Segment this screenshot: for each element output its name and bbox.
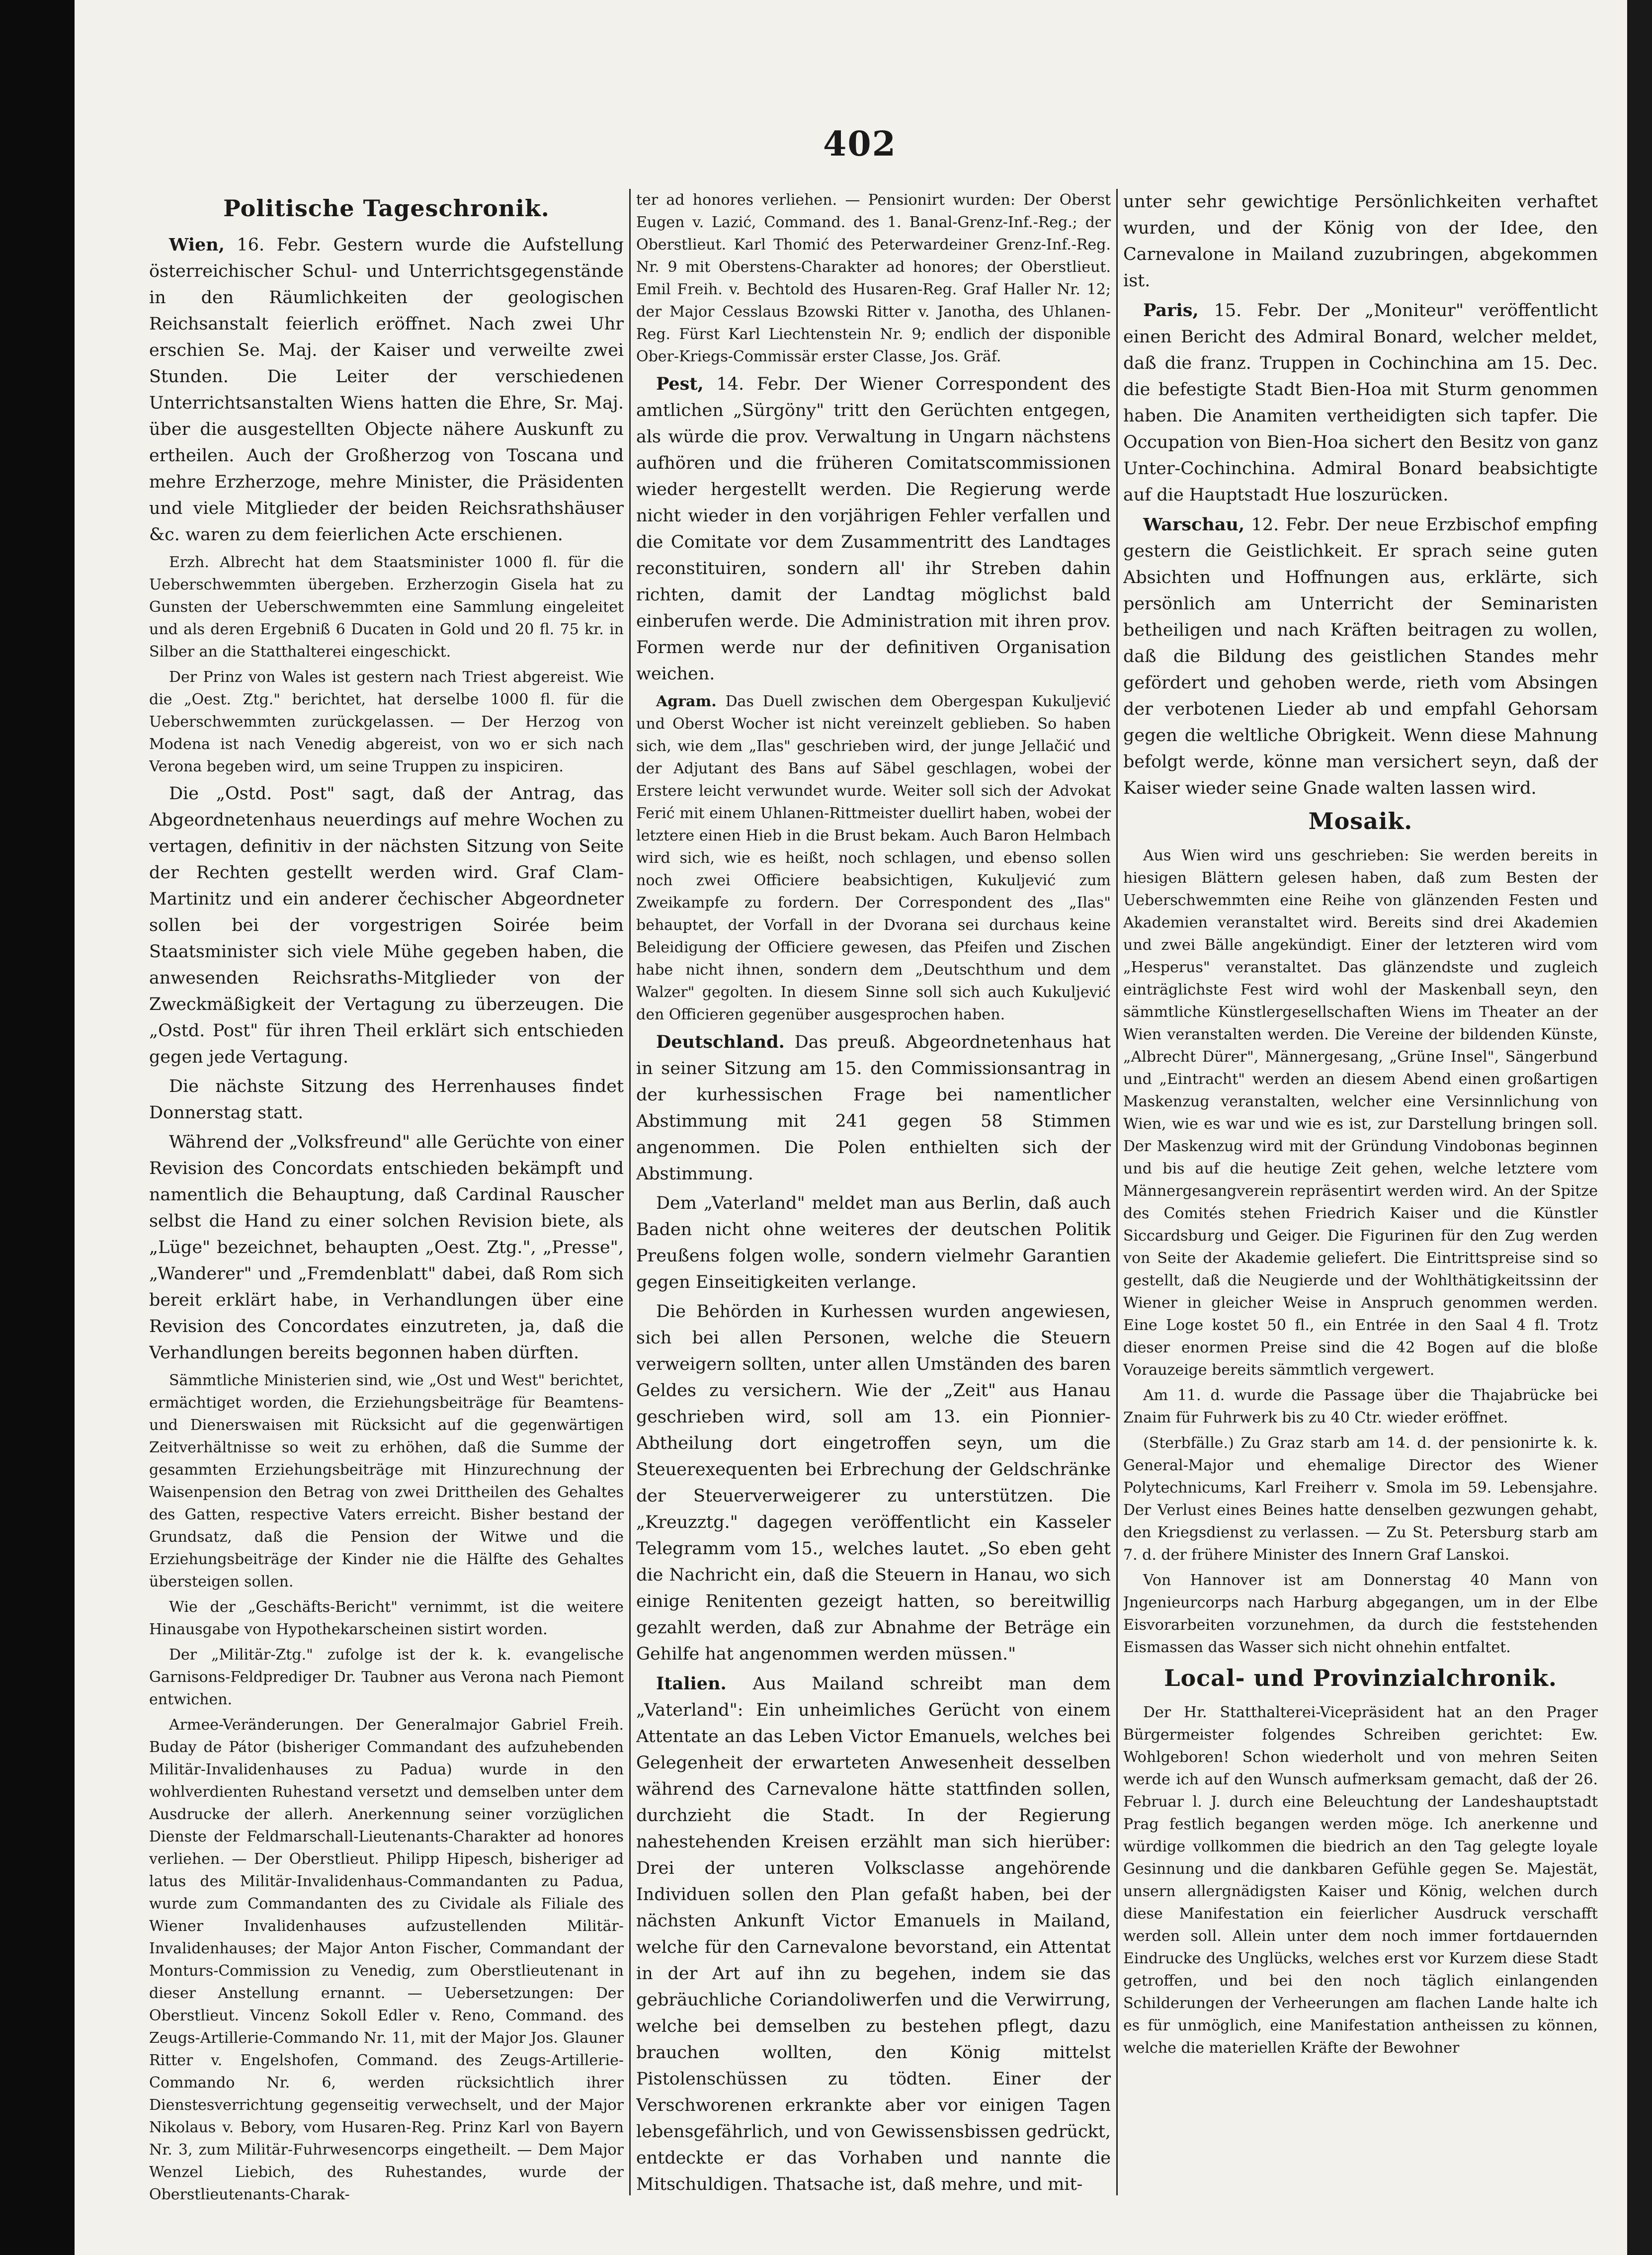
- paragraph: Dem „Vaterland" meldet man aus Berlin, daß auch Baden nicht ohne weiteres der deutschen Politik Preußens folgen wolle, sondern vielmehr Garantien gegen Einseitigkeiten verlange.: [636, 1193, 1111, 1292]
- column-rule-1: [629, 189, 631, 2195]
- paragraph: Armee-Veränderungen. Der Generalmajor Gabriel Freih. Buday de Pátor (bisheriger Commandant des aufzuhebenden Militär-Invalidenhauses zu Padua) wurde in den wohlverdienten Ruhestand versetzt und demselben unter dem Ausdrucke der allerh. Anerkennung seiner vorzüglichen Dienste der Feldmarschall-Lieutenants-Charakter ad honores verliehen. — Der Oberstlieut. Philipp Hipesch, bisheriger ad latus des Militär-Invalidenhaus-Commandanten zu Padua, wurde zum Commandanten des zu Cividale als Filiale des Wiener Invalidenhauses aufzustellenden Militär-Invalidenhauses; der Major Anton Fischer, Commandant der Monturs-Commission zu Venedig, zum Oberstlieutenant in dieser Anstellung ernannt. — Uebersetzungen: Der Oberstlieut. Vincenz Sokoll Edler v. Reno, Command. des Zeugs-Artillerie-Commando Nr. 11, mit der Major Jos. Glauner Ritter v. Engelshofen, Command. des Zeugs-Artillerie-Commando Nr. 6, werden rücksichtlich ihrer Dienstesverrichtung gegenseitig verwechselt, und der Major Nikolaus v. Bebory, vom Husaren-Reg. Prinz Karl von Bayern Nr. 3, zum Militär-Fuhrwesencorps eingetheilt. — Dem Major Wenzel Liebich, des Ruhestandes, wurde der Oberstlieutenants-Charak-: [149, 1716, 624, 2203]
- scan-border-right: [1627, 0, 1652, 2255]
- paragraph: [1123, 297, 1598, 508]
- paragraph: [636, 690, 1111, 1026]
- paragraph: ter ad honores verliehen. — Pensionirt wurden: Der Oberst Eugen v. Lazić, Command. des 1. Banal-Grenz-Inf.-Reg.; der Oberstlieut. Karl Thomić des Peterwardeiner Grenz-Inf.-Reg. Nr. 9 mit Oberstens-Charakter ad honores; der Oberstlieut. Emil Freih. v. Bechtold des Husaren-Reg. Graf Haller Nr. 12; der Major Cesslaus Bzowski Ritter v. Janotha, des Uhlanen-Reg. Fürst Karl Liechtenstein Nr. 9; endlich der disponible Ober-Kriegs-Commissär erster Classe, Jos. Gräf.: [636, 191, 1111, 365]
- column-3: [1123, 189, 1598, 2205]
- page-number: 402: [823, 124, 897, 164]
- section-heading-local-chronicle: Local- und Provinzialchronik.: [1164, 1665, 1557, 1691]
- dateline-place: Warschau,: [1143, 514, 1245, 535]
- paragraph: Die nächste Sitzung des Herrenhauses findet Donnerstag statt.: [149, 1077, 624, 1123]
- paragraph-text: Das preuß. Abgeordnetenhaus hat in seiner Sitzung am 15. den Commissionsantrag in der kurhessischen Frage bei namentlicher Abstimmung mit 241 gegen 58 Stimmen angenommen. Die Polen enthielten sich der Abstimmung.: [636, 1032, 1111, 1184]
- paragraph: Die „Ostd. Post" sagt, daß der Antrag, das Abgeordnetenhaus neuerdings auf mehre Wochen zu vertagen, definitiv in der nächsten Sitzung von Seite der Rechten gestellt werden wird. Graf Clam-Martinitz und ein anderer čechischer Abgeordneter sollen bei der vorgestrigen Soirée beim Staatsminister sich viele Mühe gegeben haben, die anwesenden Reichsraths-Mitglieder von der Zweckmäßigkeit der Vertagung zu überzeugen. Die „Ostd. Post" für ihren Theil erklärt sich entschieden gegen jede Vertagung.: [149, 784, 624, 1067]
- paragraph: [1123, 511, 1598, 802]
- paragraph-text: Das Duell zwischen dem Obergespan Kukuljević und Oberst Wocher ist nicht vereinzelt geblieben. So haben sich, wie dem „Ilas" geschrieben wird, der junge Jellačić und der Adjutant des Bans auf Säbel geschlagen, wobei der Erstere leicht verwundet wurde. Weiter soll sich der Advokat Ferić mit einem Uhlanen-Rittmeister duellirt haben, wobei der letztere einen Hieb in die Brust bekam. Auch Baron Helmbach wird sich, wie es heißt, noch schlagen, und ebenso sollen noch zwei Officiere beabsichtigen, Kukuljević zum Zweikampfe zu fordern. Der Correspondent des „Ilas" behauptet, der Vorfall in der Dvorana sei durchaus keine Beleidigung der Officiere gewesen, das Pfeifen und Zischen habe nicht ihnen, sondern dem „Deutschthum und dem Walzer" gegolten. In diesem Sinne soll sich auch Kukuljević den Officieren gegenüber ausgesprochen haben.: [636, 693, 1111, 1023]
- paragraph: Der „Militär-Ztg." zufolge ist der k. k. evangelische Garnisons-Feldprediger Dr. Taubner aus Verona nach Piemont entwichen.: [149, 1646, 624, 1708]
- paragraph: Aus Wien wird uns geschrieben: Sie werden bereits in hiesigen Blättern gelesen haben, daß zum Besten der Ueberschwemmten eine Reihe von glänzenden Festen und Akademien veranstaltet wird. Bereits sind drei Akademien und zwei Bälle angekündigt. Einer der letzteren wird vom „Hesperus" veranstaltet. Das glänzendste und zugleich einträglichste Fest wird wohl der Maskenball seyn, den sämmtliche Künstlergesellschaften Wiens im Theater an der Wien veranstalten werden. Die Vereine der bildenden Künste, „Albrecht Dürer", Männergesang, „Grüne Insel", Sängerbund und „Eintracht" werden an diesem Abend einen großartigen Maskenzug veranstalten, welcher eine Versinnlichung von Wien, wie es war und wie es ist, zur Darstellung bringen soll. Der Maskenzug wird mit der Gründung Vindobonas beginnen und bis auf die heutige Zeit gehen, welche letztere vom Männergesangverein repräsentirt werden wird. An der Spitze des Comités stehen Friedrich Kaiser und die Künstler Siccardsburg und Geiger. Die Figurinen für den Zug werden von Seite der Akademie geliefert. Die Eintrittspreise sind so gestellt, daß die Neugierde und der Wohlthätigkeitssinn der Wiener in gleicher Weise in Anspruch genommen werden. Eine Loge kostet 50 fl., ein Entrée in den Saal 4 fl. Trotz dieser enormen Preise sind die 42 Bogen auf die bloße Vorauzeige bereits sämmtlich vergewert.: [1123, 847, 1598, 1379]
- dateline-place: Paris,: [1143, 300, 1199, 321]
- paragraph-text: 15. Febr. Der „Moniteur" veröffentlicht einen Bericht des Admiral Bonard, welcher meldet, daß die franz. Truppen in Cochinchina am 15. Dec. die befestigte Stadt Bien-Hoa mit Sturm genommen haben. Die Anamiten vertheidigten sich tapfer. Die Occupation von Bien-Hoa sichert den Besitz von ganz Unter-Cochinchina. Admiral Bonard beabsichtigte auf die Hauptstadt Hue loszurücken.: [1123, 301, 1598, 505]
- paragraph: [636, 1670, 1111, 2198]
- paragraph-text: 14. Febr. Der Wiener Correspondent des amtlichen „Sürgöny" tritt den Gerüchten entgegen, als würde die prov. Verwaltung in Ungarn nächstens aufhören und die früheren Comitatscommissionen wieder hergestellt werden. Die Regierung werde nicht wieder in den vorjährigen Fehler verfallen und die Comitate vor dem Zusammentritt des Landtages reconstituiren, sondern all' ihr Streben dahin richten, damit der Landtag möglichst bald einberufen werde. Die Administration mit ihren prov. Formen werde nur der definitiven Organisation weichen.: [636, 374, 1111, 684]
- paragraph: Der Prinz von Wales ist gestern nach Triest abgereist. Wie die „Oest. Ztg." berichtet, hat derselbe 1000 fl. für die Ueberschwemmten zurückgelassen. — Der Herzog von Modena ist nach Venedig abgereist, von wo er sich nach Verona begeben wird, um seine Truppen zu inspiciren.: [149, 668, 624, 775]
- paragraph: [149, 232, 624, 548]
- paragraph: Sämmtliche Ministerien sind, wie „Ost und West" berichtet, ermächtiget worden, die Erziehungsbeiträge für Beamtens- und Dienerswaisen mit Rücksicht auf die gegenwärtigen Zeitverhältnisse so weit zu erhöhen, daß die Summe der gesammten Erziehungsbeiträge mit Hinzurechnung der Waisenpension den Betrag von zwei Drittheilen des Gehaltes des Gatten, respective Vaters erreicht. Bisher bestand der Grundsatz, daß die Pension der Witwe und die Erziehungsbeiträge der Kinder nie die Hälfte des Gehaltes übersteigen sollen.: [149, 1372, 624, 1590]
- dateline-place: Agram.: [656, 693, 717, 710]
- paragraph: Von Hannover ist am Donnerstag 40 Mann von Jngenieurcorps nach Harburg abgegangen, um in der Elbe Eisvorarbeiten vorzunehmen, da durch die feststehenden Eismassen das Wasser sich nicht ohnehin entfaltet.: [1123, 1572, 1598, 1656]
- section-heading-mosaik: Mosaik.: [1308, 808, 1413, 835]
- paragraph-text: 12. Febr. Der neue Erzbischof empfing gestern die Geistlichkeit. Er sprach seine guten Absichten und Hoffnungen aus, erklärte, sich persönlich am Unterricht der Seminaristen betheiligen und nach Kräften beitragen zu wollen, daß die Bildung des geistlichen Standes mehr gefördert und gehoben werde, rieth vom Absingen der verbotenen Lieder ab und empfahl Gehorsam gegen die weltliche Obrigkeit. Wenn diese Mahnung befolgt werde, könne man versichert seyn, daß der Kaiser wieder seine Gnade walten lassen wird.: [1123, 515, 1598, 798]
- section-heading-political-chronicle: Politische Tageschronik.: [223, 195, 550, 222]
- paragraph: Am 11. d. wurde die Passage über die Thajabrücke bei Znaim für Fuhrwerk bis zu 40 Ctr. wieder eröffnet.: [1123, 1387, 1598, 1426]
- paragraph: Der Hr. Statthalterei-Vicepräsident hat an den Prager Bürgermeister folgendes Schreiben gerichtet: Ew. Wohlgeboren! Schon wiederholt und von mehren Seiten werde ich auf den Wunsch aufmerksam gemacht, daß der 26. Februar l. J. durch eine Beleuchtung der Landeshauptstadt Prag festlich begangen werden möge. Ich anerkenne und würdige vollkommen die biedrich an den Tag gelegte loyale Gesinnung und die dankbaren Gefühle gegen Se. Majestät, unsern allergnädigsten Kaiser und König, welchen durch diese Manifestation ein feierlicher Ausdruck verschafft werden soll. Allein unter dem noch immer fortdauernden Eindrucke des Unglücks, welches erst vor Kurzem diese Stadt getroffen, und bei den noch täglich einlangenden Schilderungen der Verheerungen am flachen Lande halte ich es für unmöglich, eine Manifestation antheissen zu können, welche die materiellen Kräfte der Bewohner: [1123, 1704, 1598, 2057]
- column-1: [149, 189, 624, 2205]
- paragraph: Während der „Volksfreund" alle Gerüchte von einer Revision des Concordats entschieden bekämpft und namentlich die Behauptung, daß Cardinal Rauscher selbst die Hand zu einer solchen Revision biete, als „Lüge" bezeichnet, behaupten „Oest. Ztg.", „Presse", „Wanderer" und „Fremdenblatt" dabei, daß Rom sich bereit erklärt habe, in Verhandlungen über eine Revision des Concordates einzutreten, ja, daß die Verhandlungen bereits begonnen haben dürften.: [149, 1132, 624, 1363]
- dateline-place: Italien.: [656, 1673, 727, 1694]
- paragraph: Die Behörden in Kurhessen wurden angewiesen, sich bei allen Personen, welche die Steuern verweigern sollten, unter allen Umständen des baren Geldes zu versichern. Wie der „Zeit" aus Hanau geschrieben wird, soll am 13. ein Pionnier-Abtheilung dort eingetroffen seyn, um die Steuerexequenten bei Erbrechung der Geldschränke der Steuerverweigerer zu unterstützen. Die „Kreuzztg." dagegen veröffentlicht ein Kasseler Telegramm vom 15., welches lautet. „So eben geht die Nachricht ein, daß die Steuern in Hanau, wo sich einige Renitenten gezeigt hatten, so bereitwillig gezahlt werden, daß zur Abnahme der Beträge ein Gehilfe hat angenommen werden müssen.": [636, 1302, 1111, 1664]
- paragraph-text: Aus Mailand schreibt man dem „Vaterland": Ein unheimliches Gerücht von einem Attentate an das Leben Victor Emanuels, welches bei Gelegenheit der erwarteten Anwesenheit desselben während des Carnevalone hätte stattfinden sollen, durchzieht die Stadt. In der Regierung nahestehenden Kreisen erzählt man sich hierüber: Drei der unteren Volksclasse angehörende Individuen sollen den Plan gefaßt haben, bei der nächsten Ankunft Victor Emanuels in Mailand, welche für den Carnevalone bevorstand, ein Attentat in der Art auf ihn zu begehen, indem sie das gebräuchliche Coriandoliwerfen und die Verwirrung, welche bei demselben zu bestehen pflegt, dazu brauchen wollten, den König mittelst Pistolenschüssen zu tödten. Einer der Verschworenen erkrankte aber vor einigen Tagen lebensgefährlich, und von Gewissensbissen gedrückt, entdeckte er das Vorhaben und nannte die Mitschuldigen. Thatsache ist, daß mehre, und mit-: [636, 1674, 1111, 2194]
- paragraph: unter sehr gewichtige Persönlichkeiten verhaftet wurden, und der König von der Idee, den Carnevalone in Mailand zuzubringen, abgekommen ist.: [1123, 192, 1598, 291]
- scan-border-left: [0, 0, 75, 2255]
- paragraph: [636, 1029, 1111, 1187]
- paragraph: [636, 371, 1111, 687]
- paragraph: Wie der „Geschäfts-Bericht" vernimmt, ist die weitere Hinausgabe von Hypothekarscheinen sistirt worden.: [149, 1598, 624, 1638]
- paragraph-text: 16. Febr. Gestern wurde die Aufstellung österreichischer Schul- und Unterrichtsgegenstände in den Räumlichkeiten der geologischen Reichsanstalt feierlich eröffnet. Nach zwei Uhr erschien Se. Maj. der Kaiser und verweilte zwei Stunden. Die Leiter der verschiedenen Unterrichtsanstalten Wiens hatten die Ehre, Sr. Maj. über die ausgestellten Objecte nähere Auskunft zu ertheilen. Auch der Großherzog von Toscana und mehre Erzherzoge, mehre Minister, die Präsidenten und viele Mitglieder der beiden Reichsrathshäuser &c. waren zu dem feierlichen Acte erschienen.: [149, 235, 624, 545]
- column-rule-2: [1116, 189, 1118, 2195]
- dateline-place: Wien,: [169, 235, 225, 255]
- dateline-place: Pest,: [656, 374, 704, 394]
- paragraph: Erzh. Albrecht hat dem Staatsminister 1000 fl. für die Ueberschwemmten übergeben. Erzherzogin Gisela hat zu Gunsten der Ueberschwemmten eine Sammlung eingeleitet und als deren Ergebniß 6 Ducaten in Gold und 20 fl. 75 kr. in Silber an die Statthalterei eingeschickt.: [149, 554, 624, 661]
- dateline-place: Deutschland.: [656, 1032, 785, 1052]
- column-2: [636, 189, 1111, 2205]
- paragraph: (Sterbfälle.) Zu Graz starb am 14. d. der pensionirte k. k. General-Major und ehemalige Director des Wiener Polytechnicums, Karl Freiherr v. Smola im 59. Lebensjahre. Der Verlust eines Beines hatte denselben gezwungen gehabt, den Kriegsdienst zu verlassen. — Zu St. Petersburg starb am 7. d. der frühere Minister des Innern Graf Lanskoi.: [1123, 1434, 1598, 1564]
